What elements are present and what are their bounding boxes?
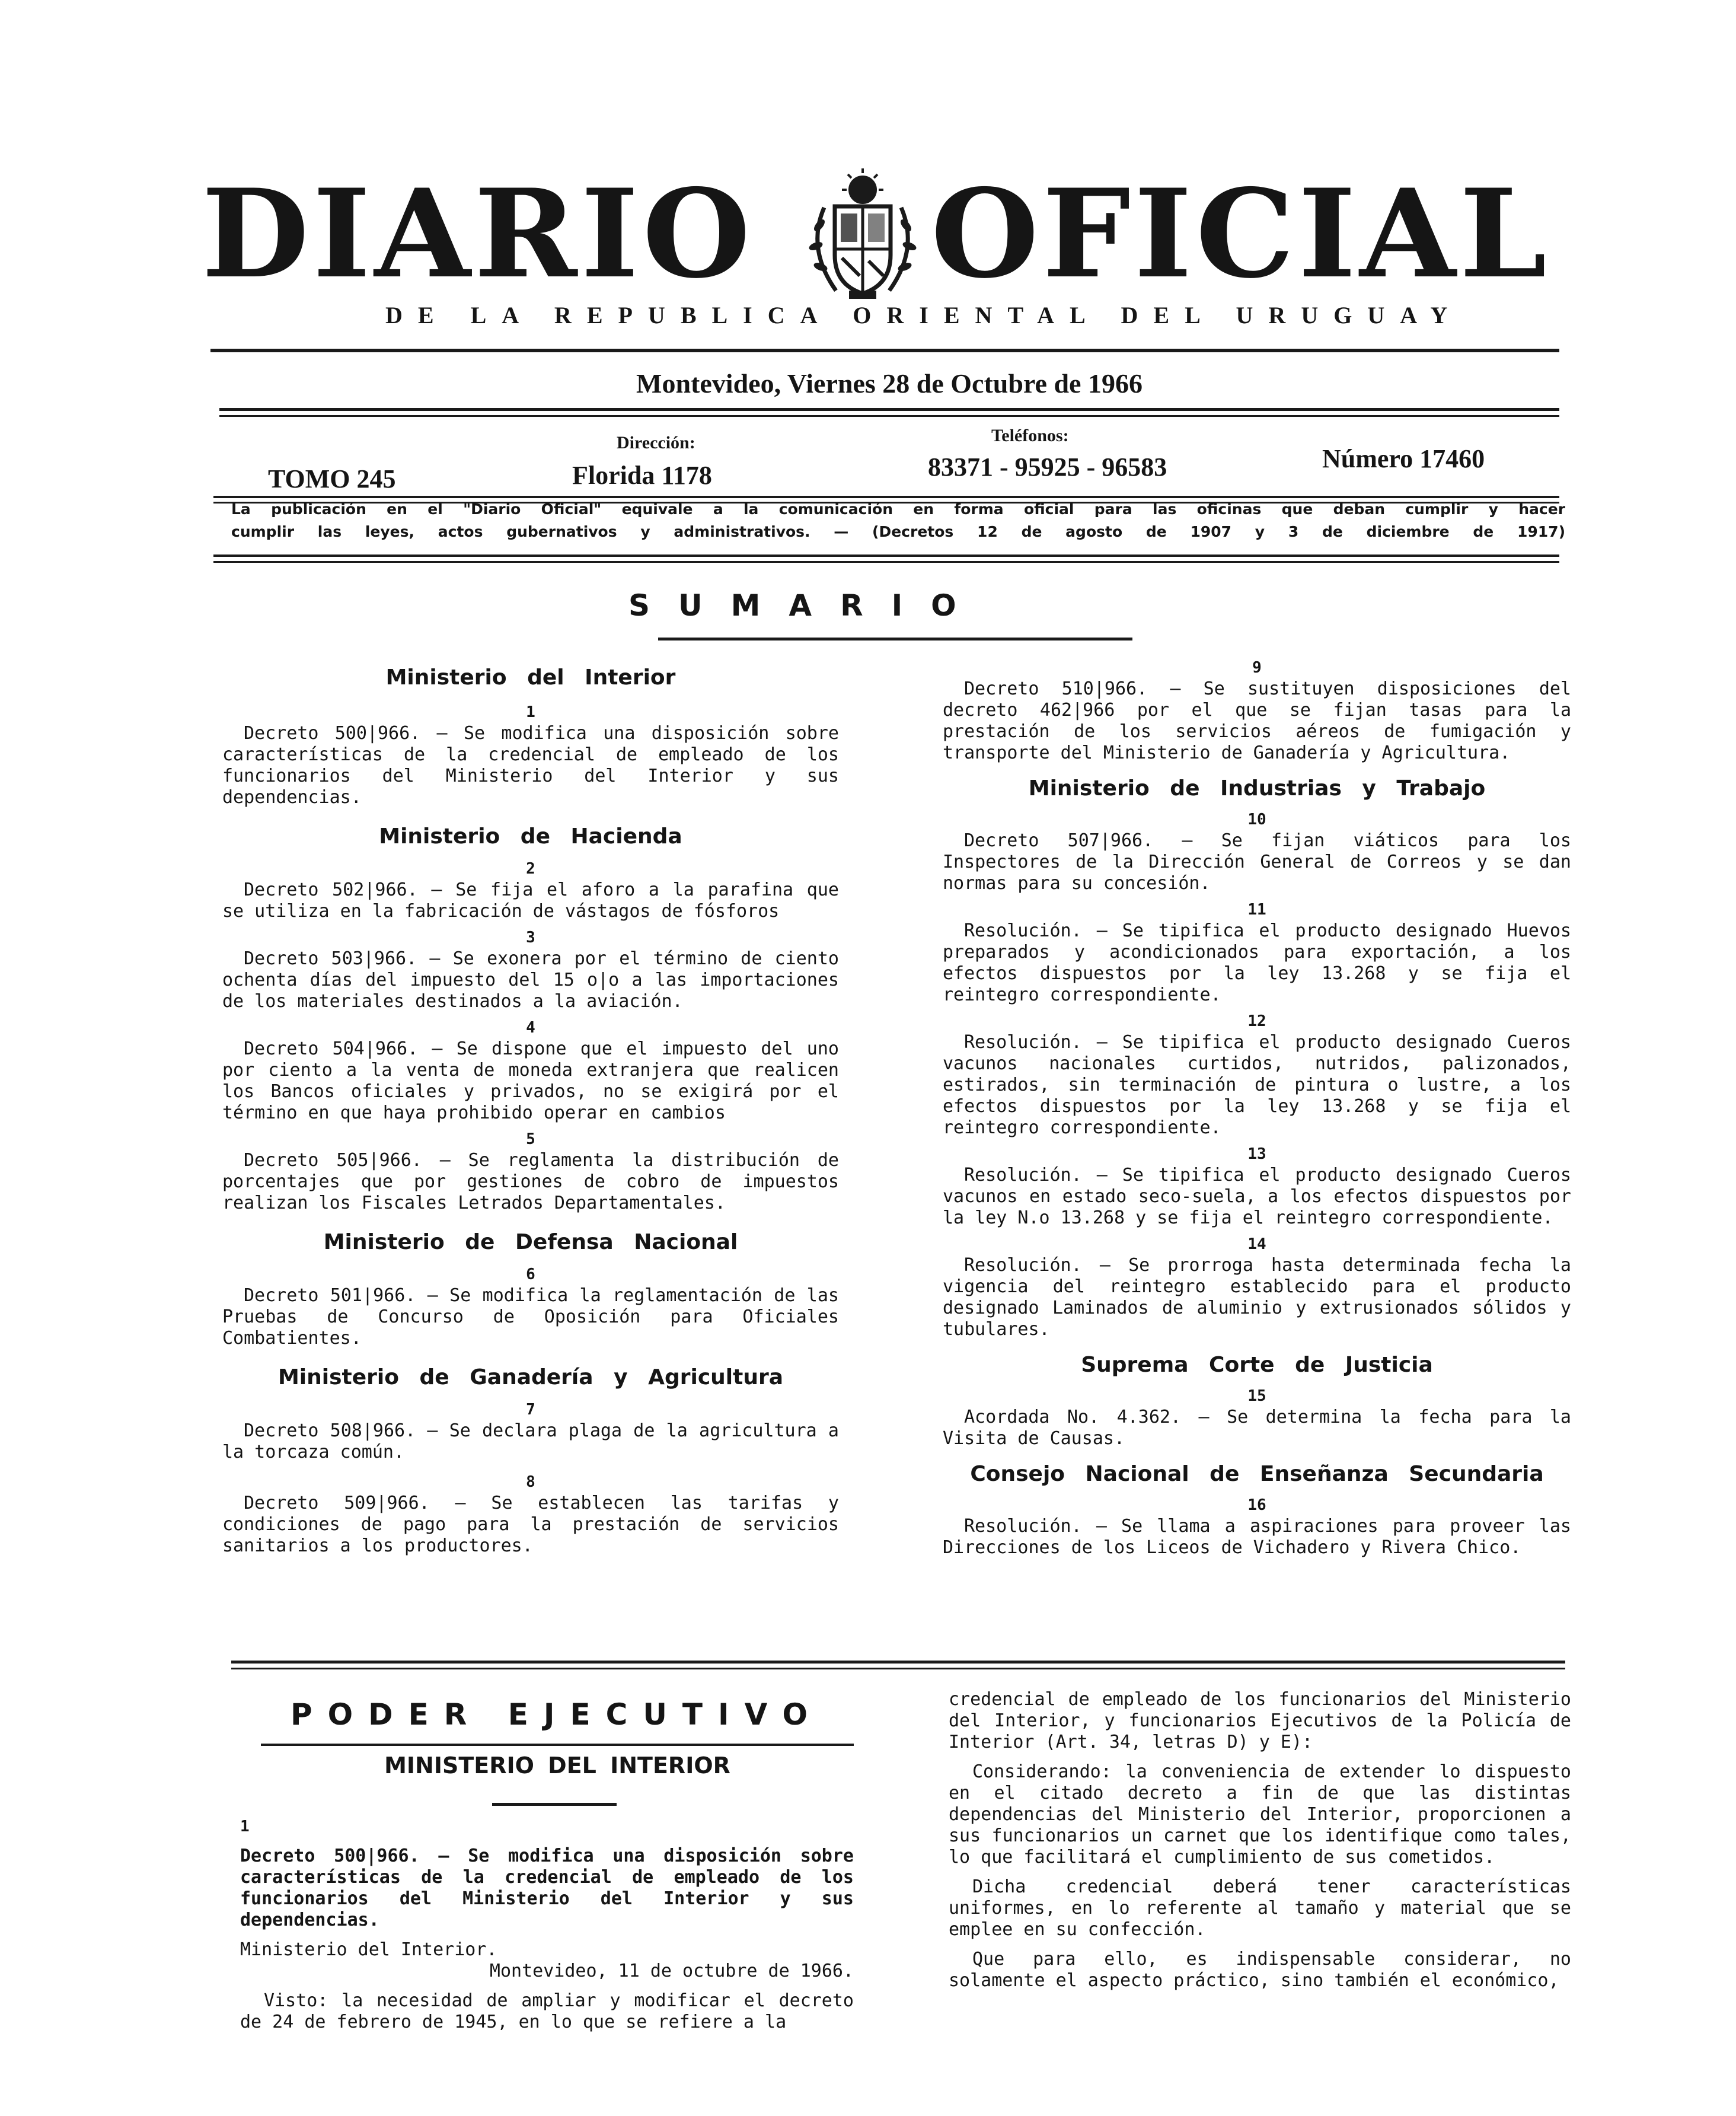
summary-entry: Decreto 501|966. — Se modifica la reglamentación de las Pruebas de Concurso de Oposición para Oficiales Combatientes.: [222, 1285, 839, 1349]
summary-entry: Decreto 503|966. — Se exonera por el término de ciento ochenta días del impuesto del 15 o|o a las importaciones de los materiales destinados a la aviación.: [222, 948, 839, 1012]
divider-rule: [213, 555, 1559, 557]
summary-entry: Decreto 500|966. — Se modifica una disposición sobre características de la credencial de empleado de los funcionarios del Ministerio del Interior y sus dependencias.: [222, 723, 839, 808]
legal-notice-line: La publicación en el "Diario Oficial" equivale a la comunicación en forma oficial para las oficinas que deban cumplir y hacer: [231, 501, 1565, 518]
summary-entry: Decreto 502|966. — Se fija el aforo a la parafina que se utiliza en la fabricación de vástagos de fósforos: [222, 879, 839, 922]
tomo-label: TOMO 245: [268, 464, 396, 493]
section-heading: Consejo Nacional de Enseñanza Secundaria: [970, 1462, 1544, 1486]
entry-number: 16: [1247, 1496, 1266, 1514]
entry-number: 6: [526, 1266, 535, 1283]
coat-of-arms-emblem: [800, 166, 925, 302]
dateline: Montevideo, Viernes 28 de Octubre de 1966: [636, 368, 1143, 399]
decree-left-column: [240, 1816, 854, 2033]
sumario-title: SUMARIO: [628, 588, 985, 623]
divider-rule: [210, 349, 1559, 352]
sumario-right-column: [943, 657, 1571, 1559]
summary-entry: Decreto 507|966. — Se fijan viáticos para los Inspectores de la Dirección General de Correos y se dan normas para su concesión.: [943, 830, 1571, 894]
divider-rule: [231, 1668, 1565, 1669]
divider-rule: [219, 408, 1559, 411]
entry-number: 4: [526, 1019, 535, 1037]
divider-rule: [213, 561, 1559, 563]
issue-number: Número 17460: [1322, 444, 1485, 473]
section-heading: Ministerio de Ganadería y Agricultura: [277, 1365, 784, 1390]
sumario-underline: [658, 638, 1132, 640]
summary-entry: Decreto 504|966. — Se dispone que el impuesto del uno por ciento a la venta de moneda extranjera que realicen los Bancos oficiales y privados, no se exigirá por el término en que haya prohibido operar en cambios: [222, 1038, 839, 1123]
entry-number: 14: [1247, 1235, 1266, 1253]
entry-number: 13: [1247, 1145, 1266, 1163]
divider-rule: [231, 1661, 1565, 1664]
entry-number: 1: [526, 703, 535, 721]
direccion-label: Dirección:: [617, 433, 695, 452]
masthead-title-left: DIARIO: [202, 163, 754, 305]
decree-place-date: Montevideo, 11 de octubre de 1966.: [489, 1961, 854, 1981]
decree-issuer: Ministerio del Interior.: [240, 1939, 497, 1960]
summary-entry: Decreto 510|966. — Se sustituyen disposiciones del decreto 462|966 por el que se fijan tasas para la prestación de los servicios aéreos de fumigación y transporte del Ministerio de Ganadería y Agricultura.: [943, 678, 1571, 763]
decree-number: 1: [240, 1818, 250, 1835]
entry-number: 5: [526, 1130, 535, 1148]
decree-paragraph: credencial de empleado de los funcionarios del Ministerio del Interior, y funcionarios Ejecutivos de la Policía de Interior (Art. 34, letras D) y E):: [949, 1689, 1571, 1752]
section-heading: Ministerio del Interior: [385, 665, 676, 690]
entry-number: 3: [526, 929, 535, 947]
masthead-subtitle: DE LA REPUBLICA ORIENTAL DEL URUGUAY: [385, 302, 1463, 329]
summary-entry: Resolución. — Se tipifica el producto designado Cueros vacunos en estado seco-suela, a los efectos dispuestos por la ley N.o 13.268 y se fija el reintegro correspondiente.: [943, 1165, 1571, 1228]
poder-ejecutivo-title: PODER EJECUTIVO: [291, 1697, 823, 1732]
summary-entry: Resolución. — Se tipifica el producto designado Cueros vacunos nacionales curtidos, nutridos, palizonados, estirados, sin terminación de pintura o lustre, a los efectos dispuestos por la ley 13.268 y se fija el reintegro correspondiente.: [943, 1032, 1571, 1138]
section-heading: Ministerio de Industrias y Trabajo: [1028, 776, 1486, 801]
sumario-left-column: [222, 667, 839, 1557]
decree-right-column: [949, 1689, 1571, 1991]
ministry-heading: MINISTERIO DEL INTERIOR: [384, 1752, 730, 1779]
divider-rule: [492, 1803, 617, 1806]
entry-number: 12: [1247, 1012, 1266, 1030]
summary-entry: Decreto 509|966. — Se establecen las tarifas y condiciones de pago para la prestación de servicios sanitarios a los productores.: [222, 1493, 839, 1556]
telefonos-value: 83371 - 95925 - 96583: [928, 452, 1167, 482]
masthead: [202, 163, 1553, 305]
decree-visto: Visto: la necesidad de ampliar y modificar el decreto de 24 de febrero de 1945, en lo que se refiere a la: [240, 1990, 854, 2032]
legal-notice: [231, 498, 1565, 543]
divider-rule: [219, 415, 1559, 417]
section-heading: Ministerio de Defensa Nacional: [323, 1230, 738, 1254]
entry-number: 2: [526, 860, 535, 878]
entry-number: 15: [1247, 1387, 1266, 1405]
summary-entry: Acordada No. 4.362. — Se determina la fecha para la Visita de Causas.: [943, 1407, 1571, 1449]
direccion-value: Florida 1178: [572, 461, 712, 490]
summary-entry: Decreto 505|966. — Se reglamenta la distribución de porcentajes que por gestiones de cobro de impuestos realizan los Fiscales Letrados Departamentales.: [222, 1150, 839, 1213]
legal-notice-line: cumplir las leyes, actos gubernativos y administrativos. — (Decretos 12 de agosto de 1907 y 3 de diciembre de 1917): [231, 523, 1565, 540]
decree-summary: Decreto 500|966. — Se modifica una disposición sobre características de la credencial de empleado de los funcionarios del Ministerio del Interior y sus dependencias.: [240, 1846, 854, 1930]
decree-paragraph: Considerando: la conveniencia de extender lo dispuesto en el citado decreto a fin de que las distintas dependencias del Ministerio del Interior, proporcionen a sus funcionarios un carnet que los identifique como tales, lo que facilitará el cumplimiento de sus cometidos.: [949, 1761, 1571, 1868]
entry-number: 8: [526, 1473, 535, 1491]
entry-number: 10: [1247, 811, 1266, 828]
entry-number: 9: [1252, 659, 1262, 677]
section-heading: Ministerio de Hacienda: [379, 824, 682, 849]
summary-entry: Decreto 508|966. — Se declara plaga de la agricultura a la torcaza común.: [222, 1420, 839, 1462]
telefonos-label: Teléfonos:: [991, 426, 1069, 445]
decree-paragraph: Dicha credencial deberá tener características uniformes, en lo referente al tamaño y material que se emplee en su confección.: [949, 1876, 1571, 1940]
masthead-title-right: OFICIAL: [931, 163, 1550, 305]
divider-rule: [261, 1744, 854, 1746]
summary-entry: Resolución. — Se prorroga hasta determinada fecha la vigencia del reintegro establecido para el producto designado Laminados de aluminio y extrusionados sólidos y tubulares.: [943, 1255, 1571, 1340]
summary-entry: Resolución. — Se llama a aspiraciones para proveer las Direcciones de los Liceos de Vichadero y Rivera Chico.: [943, 1516, 1571, 1558]
entry-number: 11: [1247, 901, 1266, 919]
section-heading: Suprema Corte de Justicia: [1081, 1353, 1433, 1377]
summary-entry: Resolución. — Se tipifica el producto designado Huevos preparados y acondicionados para exportación, a los efectos dispuestos por la ley 13.268 y se fija el reintegro correspondiente.: [943, 920, 1571, 1005]
entry-number: 7: [526, 1401, 535, 1419]
decree-paragraph: Que para ello, es indispensable considerar, no solamente el aspecto práctico, sino también el económico,: [949, 1949, 1571, 1991]
